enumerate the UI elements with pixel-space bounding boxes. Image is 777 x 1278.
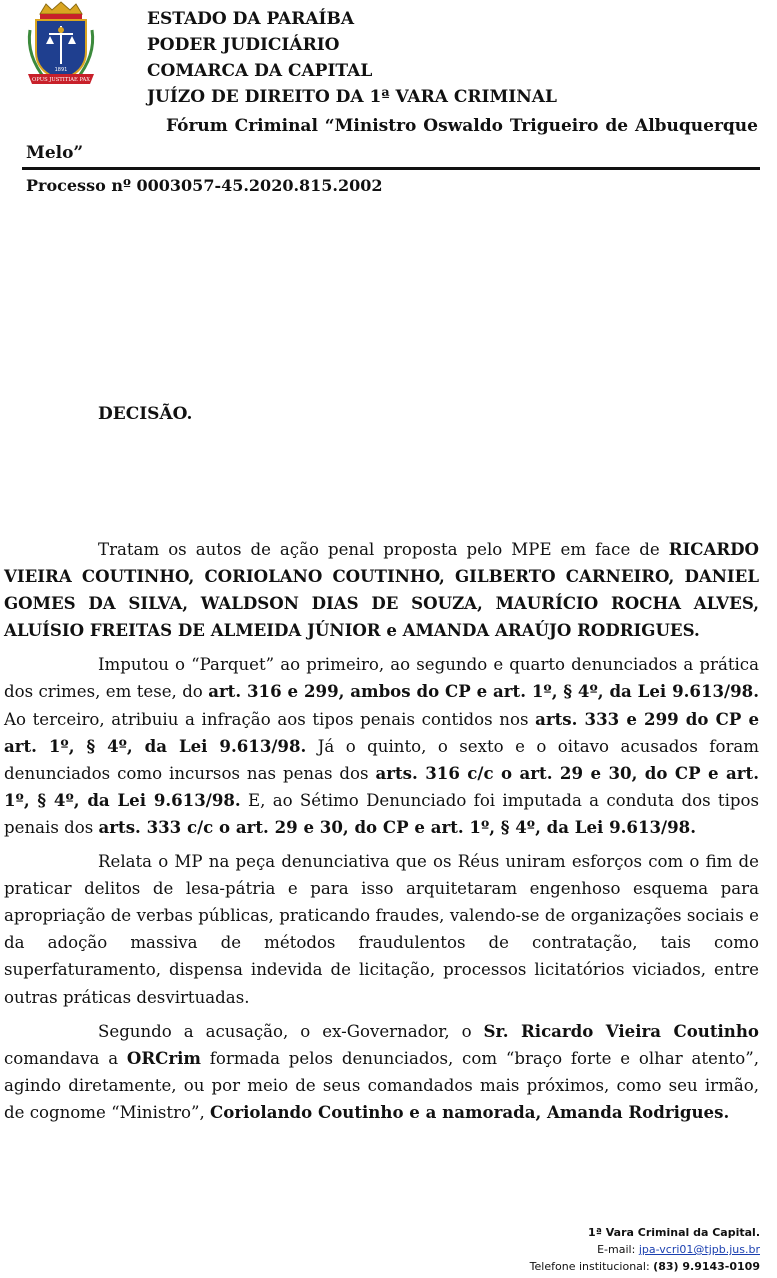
bold-text-run: arts. 316 c/c o art. 29 e 30, do CP e art. 1º, § 4º, da Lei 9.613/98. — [4, 762, 759, 810]
footer-email-link[interactable]: jpa-vcri01@tjpb.jus.br — [638, 1243, 760, 1256]
text-run: formada pelos denunciados, com “braço forte e olhar atento”, agindo diretamente, ou por meio de seus comandados mais próximos, como seu irmão, de cognome “Ministro”, — [4, 1048, 759, 1122]
forum-line-2: Melo” — [26, 143, 84, 163]
bold-text-run: arts. 333 e 299 do CP e art. 1º, § 4º, da Lei 9.613/98. — [4, 708, 760, 756]
text-run: Ao terceiro, atribuiu a infração aos tipos penais contidos nos — [4, 709, 536, 729]
decision-title: DECISÃO. — [98, 404, 193, 424]
body-paragraph — [4, 651, 759, 841]
footer-court-name: 1ª Vara Criminal da Capital. — [588, 1226, 760, 1239]
header-line-juizo: JUÍZO DE DIREITO DA 1ª VARA CRIMINAL — [147, 87, 557, 107]
document-footer — [530, 1224, 760, 1275]
decision-body — [4, 536, 759, 1133]
text-run: Tratam os autos de ação penal proposta pelo MPE em face de — [98, 540, 669, 559]
footer-phone-label: Telefone institucional: — [529, 1260, 654, 1273]
text-run: Relata o MP na peça denunciativa que os Réus uniram esforços com o fim de praticar delitos de lesa-pátria e para isso arquitetaram engenhoso esquema para apropriação de verbas públicas, praticando fraudes, valendo-se de organizações sociais e da adoção massiva de métodos fraudulentos de contratação, tais como superfaturamento, dispensa indevida de licitação, processos licitatórios viciados, entre outras práticas desvirtuadas. — [4, 852, 759, 1007]
bold-text-run: RICARDO VIEIRA COUTINHO, CORIOLANO COUTINHO, GILBERTO CARNEIRO, DANIEL GOMES DA SILVA, WALDSON DIAS DE SOUZA, MAURÍCIO ROCHA ALVES, ALUÍSIO FREITAS DE ALMEIDA JÚNIOR e AMANDA ARAÚJO RODRIGUES. — [4, 539, 759, 641]
header-line-comarca: COMARCA DA CAPITAL — [147, 61, 373, 81]
seal-motto: OPUS JUSTITIAE PAX — [32, 77, 90, 83]
header-line-judiciary: PODER JUDICIÁRIO — [147, 35, 340, 55]
seal-year: 1891 — [54, 67, 68, 73]
footer-phone-line — [530, 1258, 760, 1275]
bold-text-run: art. 316 e 299, ambos do CP e art. 1º, § 4º, da Lei 9.613/98. — [208, 681, 759, 702]
footer-email-line — [530, 1241, 760, 1258]
body-paragraph — [4, 536, 759, 644]
court-seal-logo — [22, 0, 100, 92]
body-paragraph — [4, 848, 759, 1011]
bold-text-run: Coriolando Coutinho e a namorada, Amanda Rodrigues. — [210, 1101, 730, 1122]
text-run: E, ao Sétimo Denunciado foi imputada a conduta dos tipos penais dos — [4, 790, 760, 837]
bold-text-run: Sr. Ricardo Vieira Coutinho — [483, 1020, 759, 1041]
process-number: Processo nº 0003057-45.2020.815.2002 — [26, 176, 383, 195]
bold-text-run: arts. 333 c/c o art. 29 e 30, do CP e art. 1º, § 4º, da Lei 9.613/98. — [98, 816, 696, 837]
body-paragraph — [4, 1018, 759, 1126]
document-header — [147, 6, 557, 110]
forum-line-1: Fórum Criminal “Ministro Oswaldo Trigueiro de Albuquerque — [166, 116, 758, 136]
text-run: comandava a — [4, 1048, 127, 1068]
forum-name — [6, 113, 758, 167]
text-run: Já o quinto, o sexto e o oitavo acusados foram denunciados como incursos nas penas dos — [4, 736, 760, 783]
header-divider — [22, 167, 760, 170]
bold-text-run: ORCrim — [126, 1047, 201, 1068]
text-run: Segundo a acusação, o ex-Governador, o — [98, 1021, 484, 1041]
footer-phone-number: (83) 9.9143-0109 — [653, 1260, 760, 1273]
footer-email-label: E-mail: — [597, 1243, 639, 1256]
header-line-state: ESTADO DA PARAÍBA — [147, 9, 355, 29]
text-run: Imputou o “Parquet” ao primeiro, ao segundo e quarto denunciados a prática dos crimes, em tese, do — [4, 655, 759, 702]
